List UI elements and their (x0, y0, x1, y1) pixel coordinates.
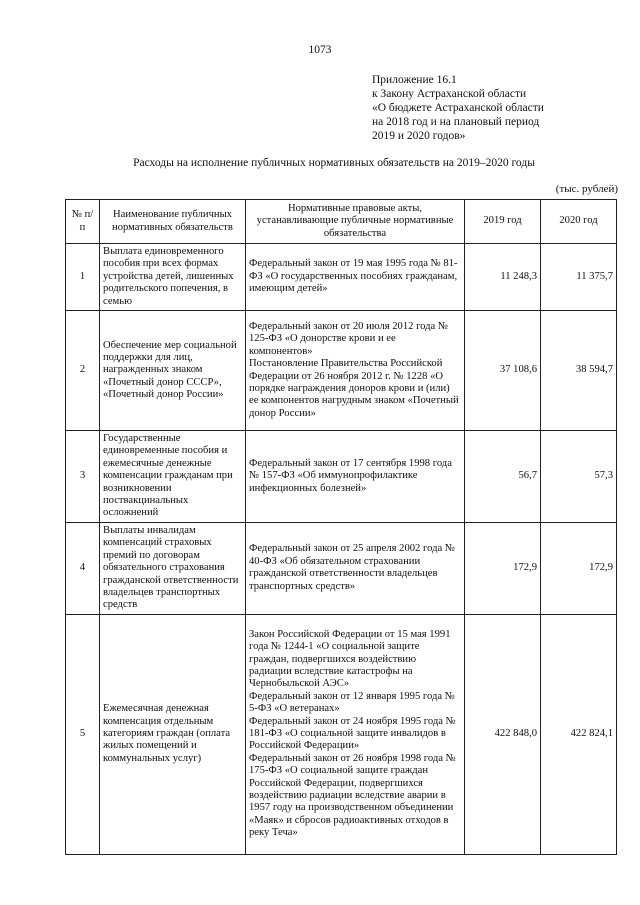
page-number: 1073 (308, 44, 332, 56)
row-value-2019: 11 248,3 (465, 244, 541, 311)
act-text: Федеральный закон от 17 сентября 1998 года № 157-ФЗ «Об иммунопрофилактике инфекционных болезней» (249, 457, 452, 494)
unit-label: (тыс. рублей) (555, 183, 618, 195)
row-value-2019: 172,9 (465, 522, 541, 614)
row-name: Обеспечение мер социальной поддержки для лиц, награжденных знаком «Почетный донор СССР», «Почетный донор России» (100, 311, 246, 431)
act-text: Федеральный закон от 19 мая 1995 года № 81-ФЗ «О государственных пособиях гражданам, имеющим детей» (249, 258, 458, 295)
row-num: 2 (66, 311, 100, 431)
table-header-row (66, 200, 617, 244)
row-num: 3 (66, 431, 100, 523)
row-value-2020: 11 375,7 (541, 244, 617, 311)
table-row (66, 311, 617, 431)
document-title: Расходы на исполнение публичных нормативных обязательств на 2019–2020 годы (133, 157, 535, 169)
act-text: Закон Российской Федерации от 15 мая 1991 года № 1244-1 «О социальной защите граждан, подвергшихся воздействию радиации вследствие катастрофы на Чернобыльской АЭС» (249, 628, 451, 690)
appendix-line: на 2018 год и на плановый период (372, 116, 540, 128)
row-value-2020: 38 594,7 (541, 311, 617, 431)
row-value-2019: 37 108,6 (465, 311, 541, 431)
row-value-2020: 422 824,1 (541, 614, 617, 854)
row-value-2019: 56,7 (465, 431, 541, 523)
appendix-line: Приложение 16.1 (372, 74, 457, 86)
row-acts (246, 522, 465, 614)
act-text: Федеральный закон от 20 июля 2012 года № 125-ФЗ «О донорстве крови и ее компонентов» (249, 320, 449, 357)
header-2020: 2020 год (541, 200, 617, 244)
row-acts (246, 431, 465, 523)
row-name: Выплата единовременного пособия при всех формах устройства детей, лишенных родительского попечения, в семью (100, 244, 246, 311)
row-num: 5 (66, 614, 100, 854)
header-2019: 2019 год (465, 200, 541, 244)
act-text: Постановление Правительства Российской Федерации от 26 ноября 2012 г. № 1228 «О порядке награждения доноров крови и (или) ее компонентов нагрудным знаком «Почетный донор России» (249, 358, 459, 419)
table-row (66, 431, 617, 523)
header-name: Наименование публичных нормативных обязательств (100, 200, 246, 244)
row-acts (246, 244, 465, 311)
table-row (66, 522, 617, 614)
header-acts: Нормативные правовые акты, устанавливающие публичные нормативные обязательства (246, 200, 465, 244)
row-acts (246, 311, 465, 431)
row-name: Выплаты инвалидам компенсаций страховых премий по договорам обязательного страхования гражданской ответственности владельцев транспортных средств (100, 522, 246, 614)
table-row (66, 614, 617, 854)
act-text: Федеральный закон от 25 апреля 2002 года № 40-ФЗ «Об обязательном страховании гражданской ответственности владельцев транспортных средств» (249, 543, 455, 592)
act-text: Федеральный закон от 24 ноября 1995 года № 181-ФЗ «О социальной защите инвалидов в Российской Федерации» (249, 715, 456, 752)
row-name: Государственные единовременные пособия и ежемесячные денежные компенсации гражданам при возникновении поствакцинальных осложнений (100, 431, 246, 523)
appendix-line: 2019 и 2020 годов» (372, 130, 466, 142)
act-text: Федеральный закон от 12 января 1995 года № 5-ФЗ «О ветеранах» (249, 690, 455, 715)
row-value-2020: 172,9 (541, 522, 617, 614)
header-num: № п/п (66, 200, 100, 244)
row-num: 1 (66, 244, 100, 311)
appendix-line: «О бюджете Астраханской области (372, 102, 544, 114)
row-value-2019: 422 848,0 (465, 614, 541, 854)
expenses-table (65, 199, 617, 855)
act-text: Федеральный закон от 26 ноября 1998 года № 175-ФЗ «О социальной защите граждан Российской Федерации, подвергшихся воздействию радиации вследствие аварии в 1957 году на производственном объединении «Маяк» и сбросов радиоактивных отходов в реку Теча» (249, 752, 456, 839)
appendix-line: к Закону Астраханской области (372, 88, 527, 100)
row-value-2020: 57,3 (541, 431, 617, 523)
row-acts (246, 614, 465, 854)
table-row (66, 244, 617, 311)
appendix-block (372, 73, 632, 143)
row-num: 4 (66, 522, 100, 614)
row-name: Ежемесячная денежная компенсация отдельным категориям граждан (оплата жилых помещений и коммунальных услуг) (100, 614, 246, 854)
